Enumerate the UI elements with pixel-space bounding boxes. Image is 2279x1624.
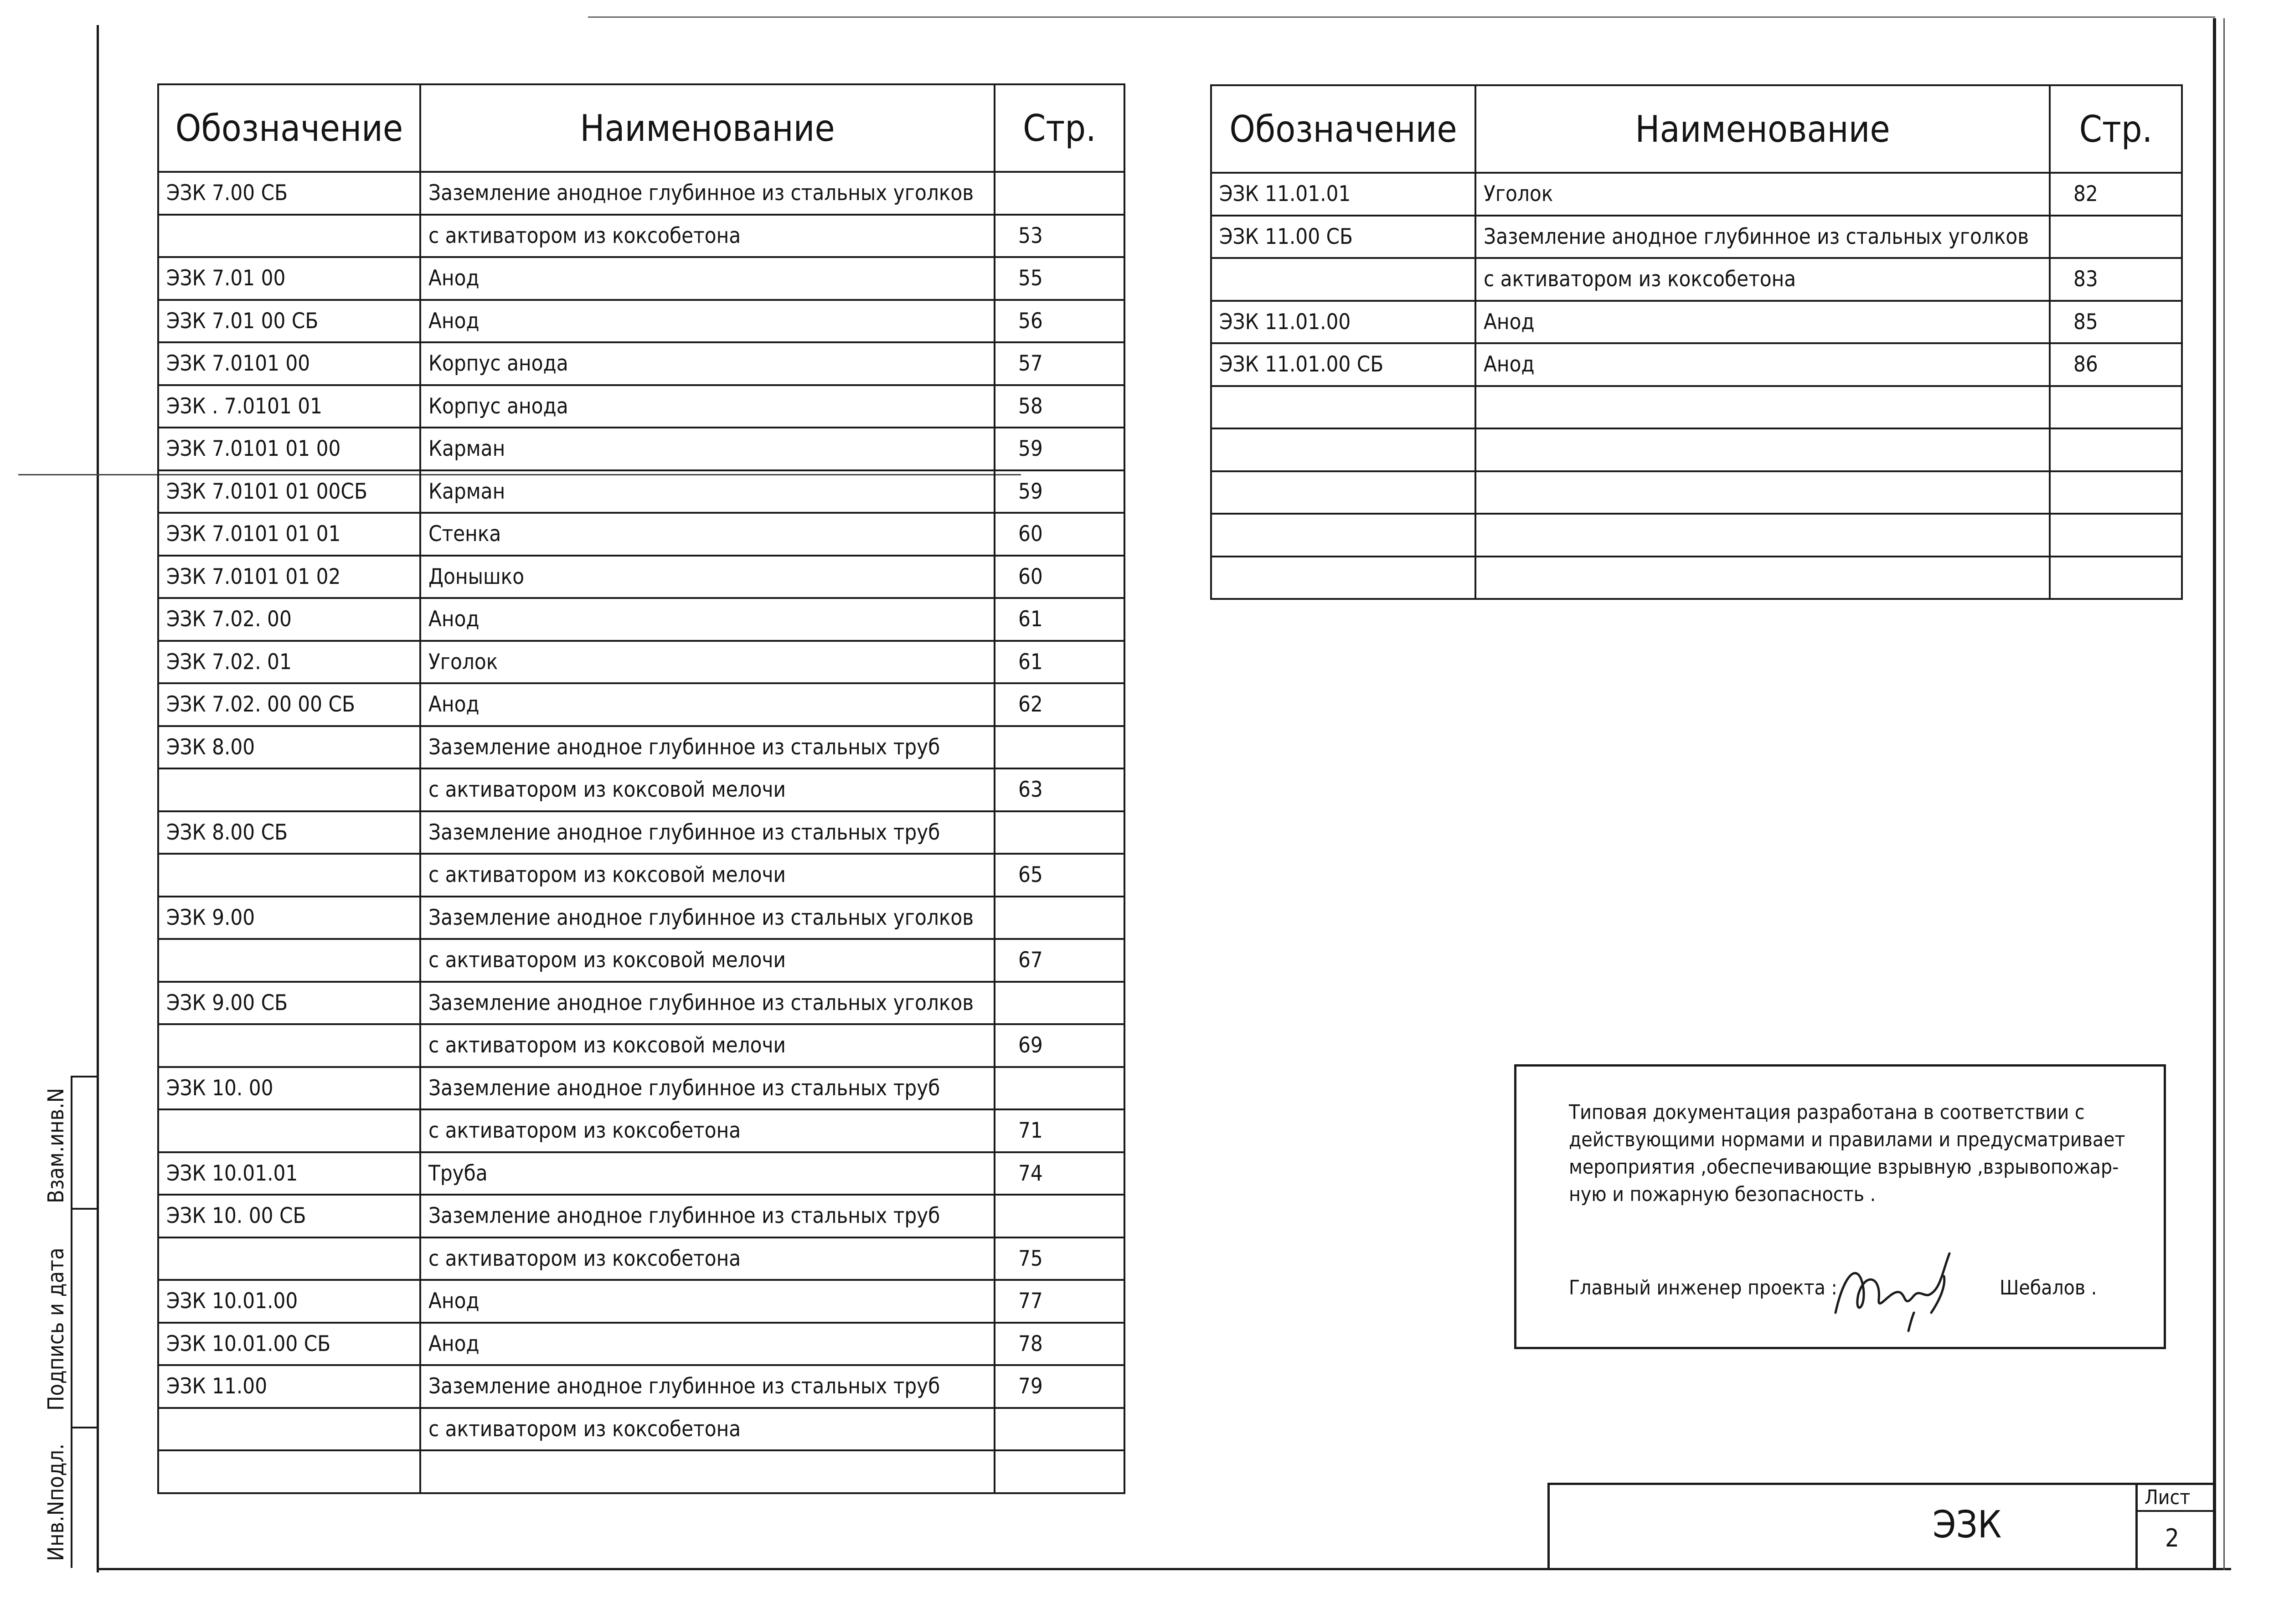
row-name: Анод [420, 300, 995, 343]
frame-right-line [2213, 18, 2216, 1570]
row-page: 65 [995, 854, 1124, 897]
row-designation: ЭЗК 10. 00 СБ [158, 1195, 420, 1237]
row-designation: ЭЗК 7.0101 01 00 [158, 428, 420, 470]
row-page [2050, 216, 2182, 258]
header-designation: Обозначение [158, 84, 420, 172]
sheet-divider [2138, 1510, 2216, 1512]
row-page [995, 1067, 1124, 1110]
row-designation: ЭЗК 11.00 СБ [1211, 216, 1475, 258]
note-line: Типовая документация разработана в соответствии с [1569, 1101, 2085, 1124]
row-name: Карман [420, 470, 995, 513]
stamp-divider [71, 1076, 72, 1568]
row-name: Уголок [1475, 173, 2050, 216]
row-designation: ЭЗК 10.01.01 [158, 1152, 420, 1195]
row-designation: ЭЗК 7.02. 00 00 СБ [158, 683, 420, 726]
row-page [995, 897, 1124, 939]
row-page: 71 [995, 1109, 1124, 1152]
table-row [158, 1195, 1124, 1237]
row-designation [1211, 386, 1475, 429]
row-name: Заземление анодное глубинное из стальных уголков [420, 982, 995, 1025]
row-name: Заземление анодное глубинное из стальных труб [420, 1195, 995, 1237]
table-row [1211, 386, 2182, 429]
table-row [1211, 216, 2182, 258]
row-page: 61 [995, 598, 1124, 641]
row-designation [1211, 514, 1475, 557]
right-contents-table [1210, 84, 2183, 600]
row-page: 53 [995, 215, 1124, 258]
row-page [2050, 557, 2182, 599]
table-row [158, 428, 1124, 470]
table-row [158, 1323, 1124, 1366]
row-page: 85 [2050, 301, 2182, 344]
table-row [158, 342, 1124, 385]
row-page: 63 [995, 768, 1124, 811]
row-name: Стенка [420, 513, 995, 556]
row-page [2050, 514, 2182, 557]
row-designation: ЭЗК 7.00 СБ [158, 172, 420, 215]
note-line: действующими нормами и правилами и предусматривает [1569, 1128, 2125, 1151]
table-row [158, 897, 1124, 939]
row-name: с активатором из коксовой мелочи [420, 768, 995, 811]
row-designation [1211, 471, 1475, 514]
left-contents-table [157, 83, 1125, 1494]
table-row [158, 1408, 1124, 1451]
row-page: 55 [995, 257, 1124, 300]
table-row [158, 257, 1124, 300]
stamp-inv-no: Инв.Nподл. [43, 1444, 69, 1561]
row-designation: ЭЗК 9.00 [158, 897, 420, 939]
row-designation: ЭЗК . 7.0101 01 [158, 385, 420, 428]
row-designation [158, 1408, 420, 1451]
compliance-note-box [1514, 1064, 2166, 1349]
table-row [158, 641, 1124, 684]
row-page: 60 [995, 556, 1124, 598]
row-name: Заземление анодное глубинное из стальных уголков [1475, 216, 2050, 258]
row-designation [158, 854, 420, 897]
table-row [158, 300, 1124, 343]
row-name: Заземление анодное глубинное из стальных уголков [420, 897, 995, 939]
row-name: с активатором из коксобетона [420, 1109, 995, 1152]
row-designation: ЭЗК 7.0101 01 01 [158, 513, 420, 556]
row-page [995, 172, 1124, 215]
row-designation: ЭЗК 7.0101 01 02 [158, 556, 420, 598]
row-page: 77 [995, 1280, 1124, 1323]
row-page: 75 [995, 1237, 1124, 1280]
table-row [158, 811, 1124, 854]
row-designation [158, 215, 420, 258]
table-row [158, 1067, 1124, 1110]
row-name: Анод [420, 1323, 995, 1366]
table-row [1211, 343, 2182, 386]
row-name: Донышко [420, 556, 995, 598]
table-row [158, 598, 1124, 641]
row-designation [158, 1109, 420, 1152]
row-designation: ЭЗК 7.01 00 [158, 257, 420, 300]
table-row [158, 1152, 1124, 1195]
row-designation [1211, 557, 1475, 599]
row-page [2050, 471, 2182, 514]
row-designation [1211, 428, 1475, 471]
table-row [158, 470, 1124, 513]
table-row [158, 854, 1124, 897]
row-name [420, 1450, 995, 1493]
document-code: ЭЗК [1933, 1503, 2002, 1547]
row-name: Карман [420, 428, 995, 470]
table-row [158, 385, 1124, 428]
row-name: Анод [420, 683, 995, 726]
table-row [1211, 173, 2182, 216]
signature-mark [1826, 1244, 1981, 1335]
row-designation [158, 1237, 420, 1280]
row-designation: ЭЗК 11.00 [158, 1365, 420, 1408]
row-page [2050, 386, 2182, 429]
row-designation: ЭЗК 7.02. 01 [158, 641, 420, 684]
row-page: 60 [995, 513, 1124, 556]
frame-right-inner-line [2223, 18, 2225, 1570]
row-name: Заземление анодное глубинное из стальных труб [420, 726, 995, 769]
row-name: Анод [420, 1280, 995, 1323]
row-designation: ЭЗК 7.02. 00 [158, 598, 420, 641]
row-name: Анод [420, 257, 995, 300]
table-row [1211, 428, 2182, 471]
row-page: 78 [995, 1323, 1124, 1366]
row-page [2050, 428, 2182, 471]
header-page: Стр. [2050, 85, 2182, 173]
table-row [158, 1365, 1124, 1408]
row-name: Заземление анодное глубинное из стальных труб [420, 1365, 995, 1408]
frame-bottom-line [97, 1568, 2231, 1570]
row-name [1475, 386, 2050, 429]
header-name: Наименование [1475, 85, 2050, 173]
row-name: с активатором из коксовой мелочи [420, 1024, 995, 1067]
table-row [158, 1450, 1124, 1493]
header-designation: Обозначение [1211, 85, 1475, 173]
row-page: 61 [995, 641, 1124, 684]
table-row [1211, 557, 2182, 599]
side-stamp [18, 1076, 98, 1568]
table-row [158, 1024, 1124, 1067]
note-line: мероприятия ,обеспечивающие взрывную ,взрывопожар- [1569, 1155, 2119, 1179]
table-row [158, 556, 1124, 598]
table-row [158, 172, 1124, 215]
stamp-divider [71, 1076, 98, 1078]
row-designation: ЭЗК 10.01.00 [158, 1280, 420, 1323]
table-row [158, 1280, 1124, 1323]
table-header-row [1211, 85, 2182, 173]
row-designation: ЭЗК 9.00 СБ [158, 982, 420, 1025]
table-row [1211, 514, 2182, 557]
row-designation [158, 768, 420, 811]
table-row [158, 1109, 1124, 1152]
signature-name: Шебалов . [2000, 1276, 2097, 1299]
row-name [1475, 557, 2050, 599]
row-page [995, 1450, 1124, 1493]
row-page: 83 [2050, 258, 2182, 301]
row-designation: ЭЗК 11.01.00 [1211, 301, 1475, 344]
row-name [1475, 514, 2050, 557]
table-row [158, 982, 1124, 1025]
row-designation: ЭЗК 10.01.00 СБ [158, 1323, 420, 1366]
note-line: ную и пожарную безопасность . [1569, 1183, 1876, 1206]
row-name [1475, 471, 2050, 514]
row-designation: ЭЗК 10. 00 [158, 1067, 420, 1110]
row-page [995, 811, 1124, 854]
row-designation [158, 939, 420, 982]
row-name [1475, 428, 2050, 471]
row-page: 79 [995, 1365, 1124, 1408]
row-page: 82 [2050, 173, 2182, 216]
row-designation: ЭЗК 8.00 [158, 726, 420, 769]
row-page: 56 [995, 300, 1124, 343]
row-name: с активатором из коксовой мелочи [420, 939, 995, 982]
row-name: с активатором из коксобетона [420, 215, 995, 258]
row-name: с активатором из коксовой мелочи [420, 854, 995, 897]
row-name: Анод [420, 598, 995, 641]
row-page [995, 1408, 1124, 1451]
sheet-label: Лист [2145, 1486, 2191, 1509]
row-name: с активатором из коксобетона [1475, 258, 2050, 301]
row-page [995, 982, 1124, 1025]
stamp-replace-inv: Взам.инв.N [43, 1088, 69, 1203]
row-designation [1211, 258, 1475, 301]
row-page [995, 726, 1124, 769]
row-name: Корпус анода [420, 342, 995, 385]
row-designation: ЭЗК 11.01.00 СБ [1211, 343, 1475, 386]
sheet-number: 2 [2165, 1524, 2179, 1552]
header-name: Наименование [420, 84, 995, 172]
row-page: 86 [2050, 343, 2182, 386]
stamp-sign-date: Подпись и дата [43, 1248, 69, 1411]
row-designation: ЭЗК 7.01 00 СБ [158, 300, 420, 343]
row-name: Заземление анодное глубинное из стальных труб [420, 1067, 995, 1110]
table-row [158, 939, 1124, 982]
row-page [995, 1195, 1124, 1237]
row-name: Уголок [420, 641, 995, 684]
table-row [158, 1237, 1124, 1280]
row-name: Анод [1475, 343, 2050, 386]
table-header-row [158, 84, 1124, 172]
row-name: Заземление анодное глубинное из стальных уголков [420, 172, 995, 215]
row-designation [158, 1024, 420, 1067]
row-page: 59 [995, 428, 1124, 470]
row-designation [158, 1450, 420, 1493]
title-block [1547, 1483, 2214, 1568]
row-designation: ЭЗК 7.0101 01 00СБ [158, 470, 420, 513]
sheet-cell [2135, 1485, 2214, 1568]
row-page: 62 [995, 683, 1124, 726]
row-name: Корпус анода [420, 385, 995, 428]
table-row [1211, 258, 2182, 301]
row-page: 57 [995, 342, 1124, 385]
table-row [158, 768, 1124, 811]
signature-label: Главный инженер проекта : [1569, 1276, 1837, 1299]
row-designation: ЭЗК 11.01.01 [1211, 173, 1475, 216]
row-name: Анод [1475, 301, 2050, 344]
table-row [1211, 301, 2182, 344]
row-name: Заземление анодное глубинное из стальных труб [420, 811, 995, 854]
row-name: с активатором из коксобетона [420, 1237, 995, 1280]
header-page: Стр. [995, 84, 1124, 172]
row-page: 74 [995, 1152, 1124, 1195]
row-designation: ЭЗК 8.00 СБ [158, 811, 420, 854]
table-row [158, 215, 1124, 258]
row-name: Труба [420, 1152, 995, 1195]
row-name: с активатором из коксобетона [420, 1408, 995, 1451]
stamp-divider [71, 1427, 98, 1428]
row-page: 59 [995, 470, 1124, 513]
stamp-divider [71, 1208, 98, 1210]
table-row [158, 726, 1124, 769]
table-row [158, 513, 1124, 556]
table-row [1211, 471, 2182, 514]
table-row [158, 683, 1124, 726]
frame-top-line [588, 16, 2215, 18]
row-page: 58 [995, 385, 1124, 428]
row-page: 69 [995, 1024, 1124, 1067]
row-designation: ЭЗК 7.0101 00 [158, 342, 420, 385]
row-page: 67 [995, 939, 1124, 982]
